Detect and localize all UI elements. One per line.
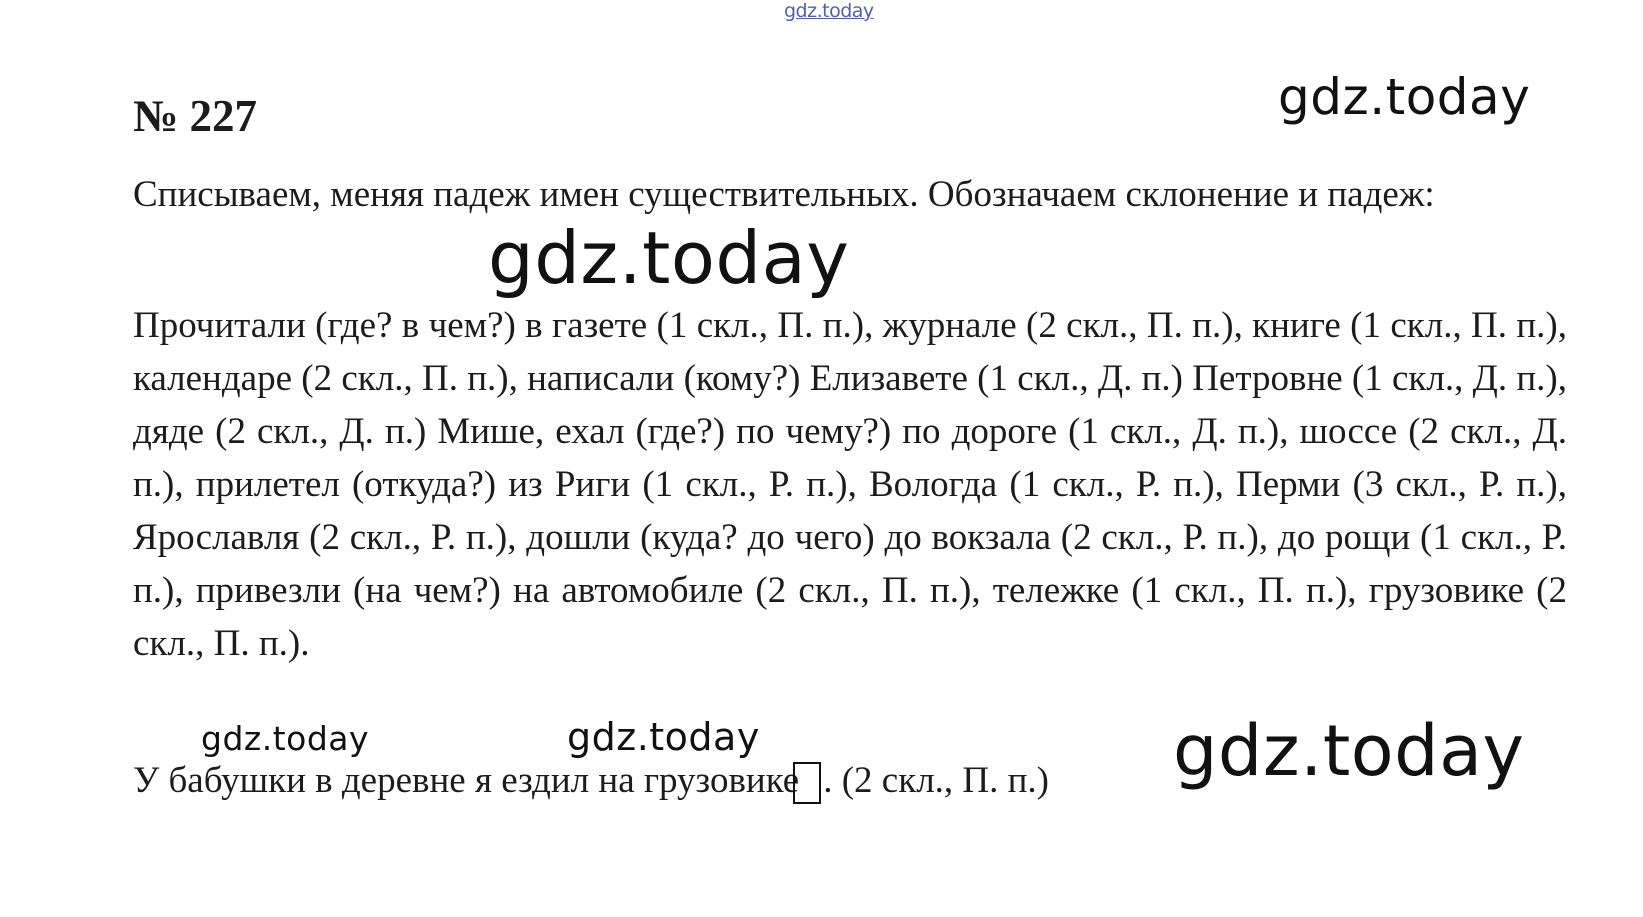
example-sentence-case-note: . (2 скл., П. п.) xyxy=(823,760,1049,801)
watermark-large: gdz.today xyxy=(1278,68,1531,126)
example-sentence-start: У бабушки в деревне я ездил на грузовик xyxy=(133,760,783,801)
watermark-small-left: gdz.today xyxy=(201,719,370,758)
ending-box-marker xyxy=(793,762,821,804)
noun-ending: е xyxy=(782,760,800,801)
task-answer-text: Прочитали (где? в чем?) в газете (1 скл., П. п.), журнале (2 скл., П. п.), книге (1 скл., П. п.), календаре (2 скл., П. п.), написали (кому?) Елизавете (1 скл., Д. п.) Петровне (1 скл., Д. п.), дяде (2 скл., Д. п.) Мише, ехал (где?) по чему?) по дороге (1 скл., Д. п.), шоссе (2 скл., Д. п.), прилетел (откуда?) из Риги (1 скл., Р. п.), Вологда (1 скл., Р. п.), Перми (3 скл., Р. п.), Ярославля (2 скл., Р. п.), дошли (куда? до чего) до вокзала (2 скл., Р. п.), до рощи (1 скл., Р. п.), привезли (на чем?) на автомобиле (2 скл., П. п.), тележке (1 скл., П. п.), грузовике (2 скл., П. п.). xyxy=(133,305,1567,664)
watermark-center: gdz.today xyxy=(488,216,850,300)
watermark-small-center: gdz.today xyxy=(567,715,760,759)
watermark-top-link[interactable]: gdz.today xyxy=(784,0,874,22)
task-instruction: Списываем, меняя падеж имен существительных. Обозначаем склонение и падеж: xyxy=(133,174,1435,215)
example-sentence xyxy=(133,754,1049,807)
task-number: № 227 xyxy=(133,91,257,141)
watermark-bottom-right: gdz.today xyxy=(1173,710,1525,792)
